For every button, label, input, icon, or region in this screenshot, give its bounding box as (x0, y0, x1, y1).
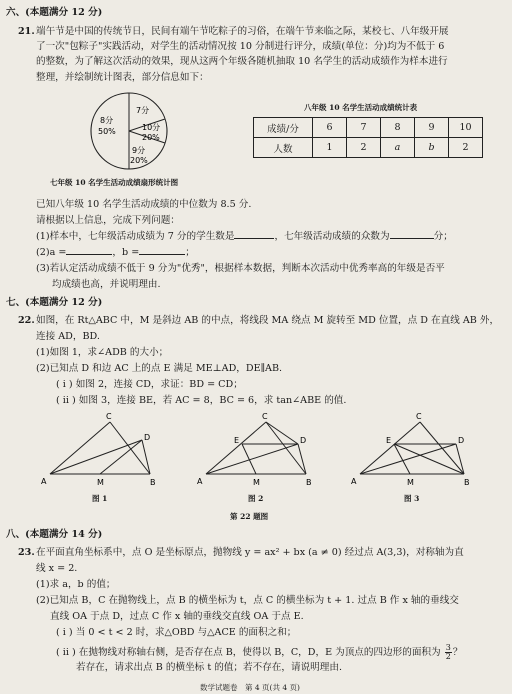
table-title: 八年级 10 名学生活动成绩统计表 (304, 103, 418, 112)
q21-part1 (36, 230, 453, 243)
figure-2 (196, 410, 326, 492)
svg-text:M: M (253, 478, 260, 487)
q22-line2: 连接 AD，BD. (36, 331, 100, 342)
svg-text:C: C (262, 412, 268, 421)
q21-part1-text-b: ，七年级活动成绩的众数为 (274, 231, 390, 242)
q21-part2-text-c: ； (185, 247, 195, 258)
q22-part2-ii: ( ii ) 如图 3，连接 BE，若 AC = 8，BC = 6，求 tan∠ABE 的值. (56, 395, 347, 406)
q22-part1: (1)如图 1，求∠ADB 的大小； (36, 347, 169, 358)
table-head-count: 人数 (254, 138, 313, 158)
answer-blank (66, 254, 112, 255)
figure-3-label: 图 3 (404, 494, 420, 503)
q21-part1-text-c: 分； (433, 231, 453, 242)
table-row (254, 118, 483, 138)
table-cell: a (381, 138, 415, 158)
table-cell: 6 (313, 118, 347, 138)
figure-2-label: 图 2 (248, 494, 264, 503)
svg-text:C: C (416, 412, 422, 421)
section-7-heading: 七、(本题满分 12 分) (6, 297, 103, 308)
pie-label-9: 9分 (132, 146, 146, 155)
table-cell: 7 (347, 118, 381, 138)
score-table (253, 117, 483, 158)
svg-text:A: A (351, 477, 357, 486)
table-head-score: 成绩/分 (254, 118, 313, 138)
q23-part2-ii (56, 644, 462, 661)
pie-label-8-pct: 50% (98, 127, 116, 136)
q23-part2-line2: 直线 OA 于点 D，过点 C 作 x 轴的垂线交直线 OA 于点 E. (50, 611, 304, 622)
figure-1 (40, 410, 170, 492)
q22-part2: (2)已知点 D 和边 AC 上的点 E 满足 ME⊥AD，DE∥AB. (36, 363, 283, 374)
figure-caption: 第 22 题图 (230, 512, 269, 521)
svg-text:D: D (144, 433, 151, 442)
svg-text:A: A (41, 477, 47, 486)
q21-part2-text-b: ，b = (112, 247, 140, 258)
svg-text:A: A (197, 477, 203, 486)
table-cell: 1 (313, 138, 347, 158)
q21-part3-line1: (3)若认定活动成绩不低于 9 分为"优秀"，根据样本数据，判断本次活动中优秀率高的年级是否平 (36, 263, 445, 274)
q22-number: 22. (18, 315, 35, 326)
answer-blank (390, 238, 434, 239)
fraction (445, 644, 452, 661)
q23-part2-line1: (2)已知点 B，C 在抛物线上，点 B 的横坐标为 t，点 C 的横坐标为 t + 1. 过点 B 作 x 轴的垂线交 (36, 595, 459, 606)
q23-number: 23. (18, 547, 35, 558)
fraction-numerator: 3 (445, 643, 451, 652)
q23-part2-ii-end: ？ (452, 647, 463, 658)
table-cell: 8 (381, 118, 415, 138)
q21-line1: 端午节是中国的传统节日，民间有端午节吃粽子的习俗，在端午节来临之际，某校七、八年级开展 (36, 26, 449, 37)
pie-label-9-pct: 20% (130, 156, 148, 165)
q22-line1: 如图，在 Rt△ABC 中，M 是斜边 AB 的中点，将线段 MA 绕点 M 旋转至 MD 位置，点 D 在直线 AB 外， (36, 315, 500, 326)
q23-part2-i: ( i ) 当 0 < t < 2 时，求△OBD 与△ACE 的面积之和； (56, 627, 297, 638)
svg-text:D: D (458, 436, 465, 445)
svg-text:M: M (97, 478, 104, 487)
pie-label-8: 8分 (100, 116, 114, 125)
svg-text:E: E (386, 436, 392, 445)
q21-line4: 整理，并绘制统计图表，部分信息如下： (36, 72, 209, 83)
q23-part2-ii-text: ( ii ) 在抛物线对称轴右侧，是否存在点 B，使得以 B，C，D，E 为顶点的四边形的面积为 (56, 647, 441, 658)
svg-text:E: E (234, 436, 240, 445)
q21-given: 已知八年级 10 名学生活动成绩的中位数为 8.5 分. (36, 199, 252, 210)
pie-caption: 七年级 10 名学生活动成绩扇形统计图 (50, 178, 179, 187)
page-footer: 数学试题卷 第 4 页(共 4 页) (200, 683, 300, 692)
pie-label-10: 10分 (142, 123, 161, 132)
table-cell: 2 (347, 138, 381, 158)
table-cell: 9 (415, 118, 449, 138)
pie-chart (84, 86, 174, 176)
section-8-heading: 八、(本题满分 14 分) (6, 529, 103, 540)
svg-text:M: M (407, 478, 414, 487)
q21-part1-text-a: (1)样本中，七年级活动成绩为 7 分的学生数是 (36, 231, 235, 242)
figure-3 (350, 410, 485, 492)
q23-line2: 线 x = 2. (36, 563, 78, 574)
q23-part2-ii-line2: 若存在，请求出点 B 的横坐标 t 的值；若不存在，请说明理由. (76, 662, 342, 673)
q21-line2: 了一次"包粽子"实践活动，对学生的活动情况按 10 分制进行评分，成绩(单位：分)均为不低于 6 (36, 41, 445, 52)
q21-part2-text-a: (2)a = (36, 247, 67, 258)
svg-text:B: B (464, 478, 470, 487)
answer-blank (234, 238, 274, 239)
svg-text:B: B (306, 478, 312, 487)
q22-part2-i: ( i ) 如图 2，连接 CD，求证：BD = CD； (56, 379, 243, 390)
q21-line3: 的整数，为了解这次活动的效果，现从这两个年级各随机抽取 10 名学生的活动成绩作为样本进行 (36, 56, 448, 67)
q21-part2 (36, 246, 195, 259)
pie-label-7: 7分 (136, 106, 150, 115)
answer-blank (139, 254, 185, 255)
q23-part1: (1)求 a，b 的值； (36, 579, 116, 590)
q21-ask: 请根据以上信息，完成下列问题： (36, 215, 180, 226)
table-cell: 2 (449, 138, 483, 158)
q21-number: 21. (18, 26, 35, 37)
table-cell: 10 (449, 118, 483, 138)
svg-text:C: C (106, 412, 112, 421)
table-cell: b (415, 138, 449, 158)
pie-label-10-pct: 20% (142, 133, 160, 142)
q21-part3-line2: 均成绩也高，并说明理由. (52, 279, 161, 290)
q23-line1: 在平面直角坐标系中，点 O 是坐标原点，抛物线 y = ax² + bx (a ≠ 0) 经过点 A(3,3)，对称轴为直 (36, 547, 464, 558)
svg-text:B: B (150, 478, 156, 487)
table-row (254, 138, 483, 158)
fraction-denominator: 2 (445, 652, 451, 661)
figure-1-label: 图 1 (92, 494, 108, 503)
svg-text:D: D (300, 436, 307, 445)
section-6-heading: 六、(本题满分 12 分) (6, 7, 103, 18)
